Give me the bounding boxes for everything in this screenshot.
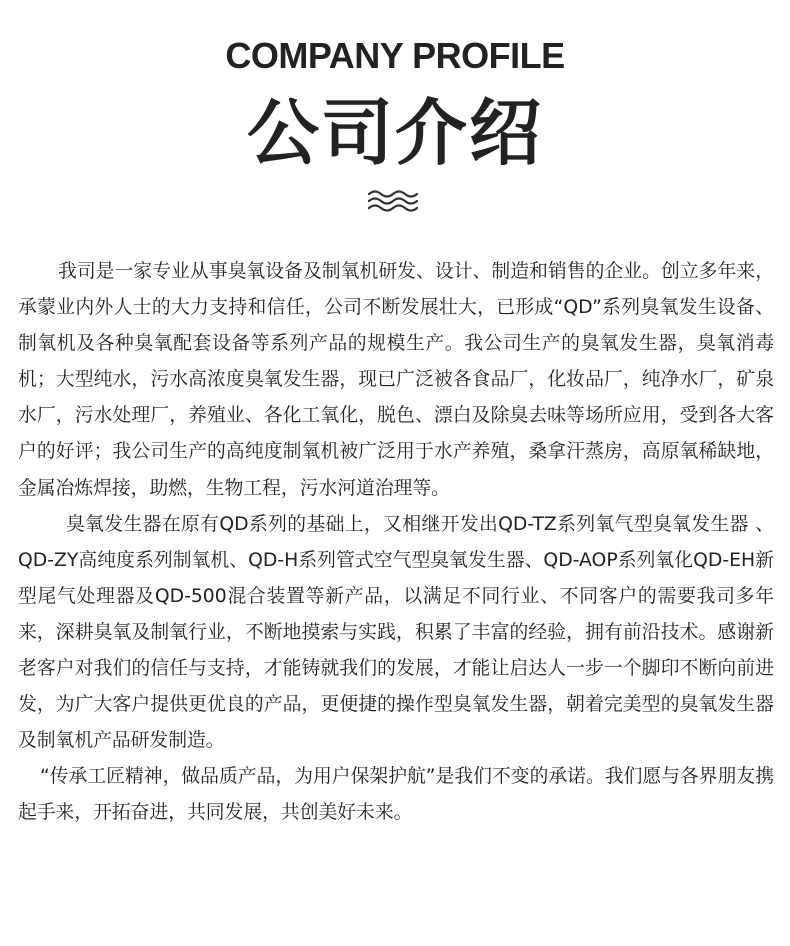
english-title: COMPANY PROFILE	[225, 35, 565, 76]
chinese-title: 公司介绍	[246, 91, 543, 175]
wave-lines-icon	[365, 186, 425, 216]
paragraph-products: 臭氧发生器在原有QD系列的基础上，又相继开发出QD-TZ系列氧气型臭氧发生器 、QD-ZY高纯度系列制氧机、QD-H系列管式空气型臭氧发生器、QD-AOP系列氧化QD-EH新型尾气处理器及QD-500混合装置等新产品，以满足不同行业、不同客户的需要我司多年来，深耕臭氧及制氧行业，不断地摸索与实践，积累了丰富的经验，拥有前沿技术。感谢新老客户对我们的信任与支持，才能铸就我们的发展，才能让启达人一步一个脚印不断向前进发，为广大客户提供更优良的产品，更便捷的操作型臭氧发生器，朝着完美型的臭氧发生器及制氧机产品研发制造。	[18, 513, 774, 752]
profile-body	[18, 254, 774, 832]
paragraph-intro: 我司是一家专业从事臭氧设备及制氧机研发、设计、制造和销售的企业。创立多年来，承蒙业内外人士的大力支持和信任，公司不断发展壮大，已形成“QD”系列臭氧发生设备、制氧机及各种臭氧配套设备等系列产品的规模生产。我公司生产的臭氧发生器，臭氧消毒机；大型纯水，污水高浓度臭氧发生器，现已广泛被各食品厂，化妆品厂，纯净水厂，矿泉水厂，污水处理厂，养殖业、各化工氧化，脱色、漂白及除臭去味等场所应用，受到各大客户的好评；我公司生产的高纯度制氧机被广泛用于水产养殖，桑拿汗蒸房，高原氧稀缺地，金属冶炼焊接，助燃，生物工程，污水河道治理等。	[18, 261, 774, 499]
paragraph-promise: “传承工匠精神，做品质产品，为用户保架护航”是我们不变的承诺。我们愿与各界朋友携起手来，开拓奋进，共同发展，共创美好未来。	[18, 766, 774, 824]
